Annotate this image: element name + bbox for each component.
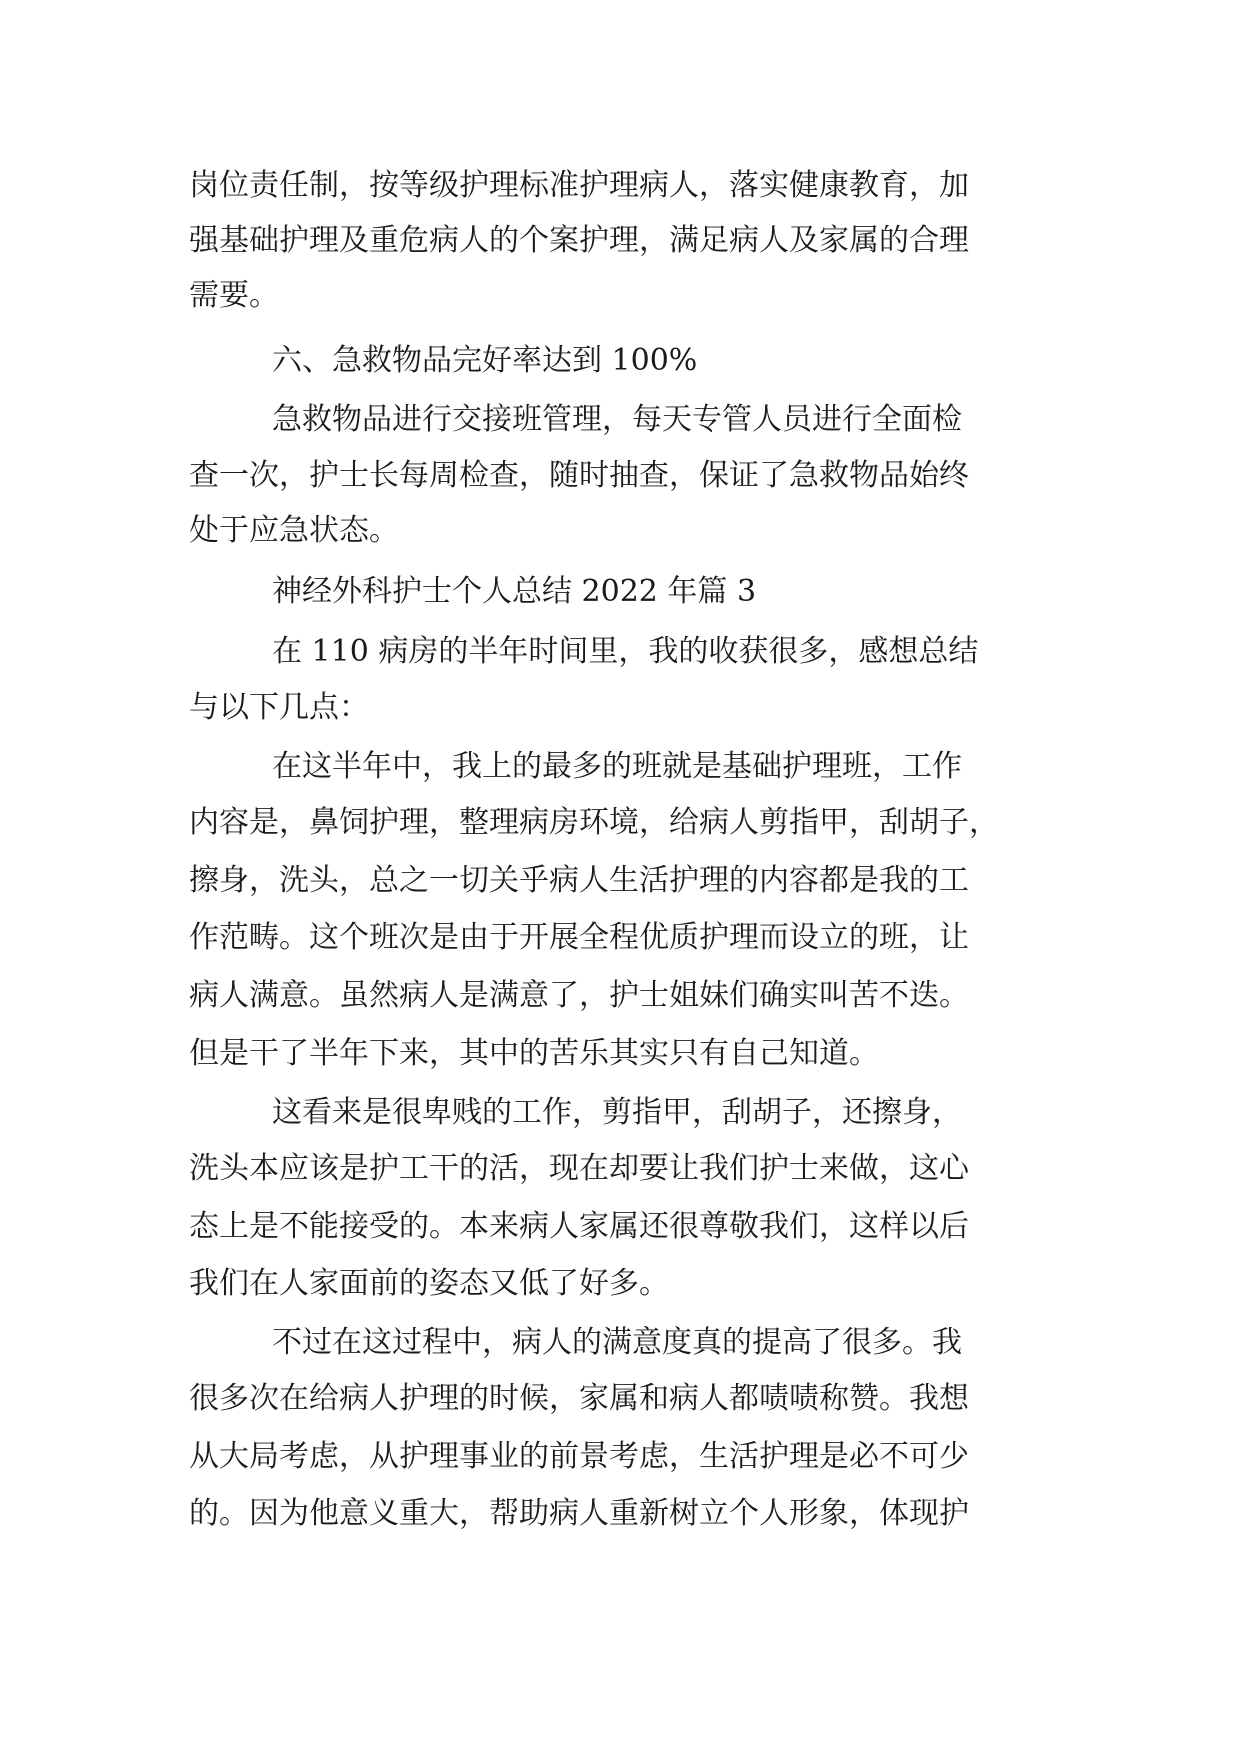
text-line: 态上是不能接受的。本来病人家属还很尊敬我们，这样以后	[189, 1209, 969, 1244]
text-line: 强基础护理及重危病人的个案护理，满足病人及家属的合理	[189, 223, 969, 258]
text-line: 查一次，护士长每周检查，随时抽查，保证了急救物品始终	[189, 458, 969, 493]
text-line: 这看来是很卑贱的工作，剪指甲，刮胡子，还擦身，	[272, 1095, 962, 1130]
text-line: 作范畴。这个班次是由于开展全程优质护理而设立的班，让	[189, 920, 969, 955]
text-line: 在 110 病房的半年时间里，我的收获很多，感想总结	[272, 634, 979, 669]
text-line: 与以下几点：	[189, 690, 369, 725]
text-line: 不过在这过程中，病人的满意度真的提高了很多。我	[272, 1325, 962, 1360]
text-line: 内容是，鼻饲护理，整理病房环境，给病人剪指甲，刮胡子，	[189, 805, 999, 840]
text-line: 但是干了半年下来，其中的苦乐其实只有自己知道。	[189, 1036, 879, 1071]
text-line: 我们在人家面前的姿态又低了好多。	[189, 1266, 669, 1301]
text-line: 从大局考虑，从护理事业的前景考虑，生活护理是必不可少	[189, 1439, 969, 1474]
text-line: 处于应急状态。	[189, 513, 399, 548]
text-line: 需要。	[189, 278, 279, 313]
text-line: 病人满意。虽然病人是满意了，护士姐妹们确实叫苦不迭。	[189, 978, 969, 1013]
section-heading: 神经外科护士个人总结 2022 年篇 3	[272, 574, 757, 609]
section-heading: 六、急救物品完好率达到 100%	[272, 343, 698, 378]
text-line: 的。因为他意义重大，帮助病人重新树立个人形象，体现护	[189, 1496, 969, 1531]
text-line: 洗头本应该是护工干的活，现在却要让我们护士来做，这心	[189, 1151, 969, 1186]
text-line: 擦身，洗头，总之一切关乎病人生活护理的内容都是我的工	[189, 863, 969, 898]
text-line: 在这半年中，我上的最多的班就是基础护理班，工作	[272, 749, 962, 784]
text-line: 很多次在给病人护理的时候，家属和病人都啧啧称赞。我想	[189, 1381, 969, 1416]
text-line: 急救物品进行交接班管理，每天专管人员进行全面检	[272, 402, 962, 437]
text-line: 岗位责任制，按等级护理标准护理病人，落实健康教育，加	[189, 168, 969, 203]
